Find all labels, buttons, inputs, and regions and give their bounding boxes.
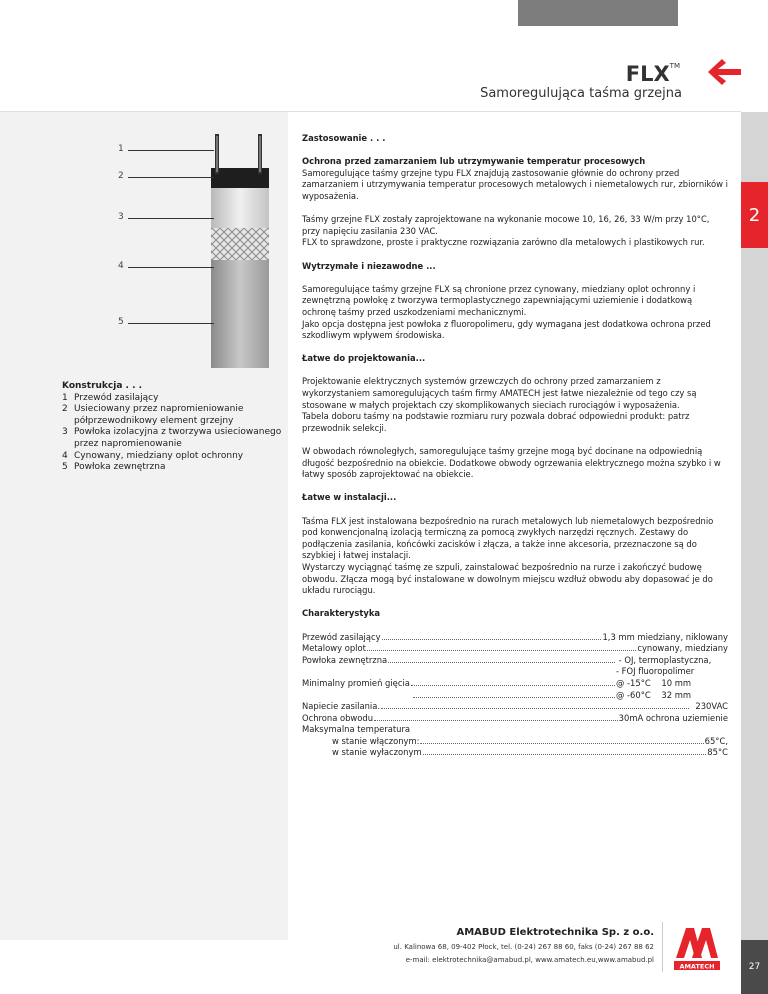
trademark: TM: [669, 62, 680, 70]
page-title: [560, 62, 680, 86]
section-heading-durable: Wytrzymałe i niezawodne ...: [302, 260, 436, 271]
subheading-protection: Ochrona przed zamarzaniem lub utrzymywanie temperatur procesowych: [302, 156, 646, 167]
callout-line-3: [128, 218, 214, 219]
paragraph: Wystarczy wyciągnąć taśmę ze szpuli, zainstalować bezpośrednio na rurze i zakończyć budowę obwodu. Złącza mogą być instalowane w dowolnym miejscu wzdłuż obwodu aby dopasować je do układu rurociągu.: [302, 561, 713, 596]
construction-item: 1 Przewód zasilający: [62, 392, 159, 403]
title-text: FLX: [625, 62, 670, 86]
callout-3: 3: [118, 212, 124, 222]
section-heading-installation: Łatwe w instalacji...: [302, 492, 397, 503]
section-heading-design: Łatwe do projektowania...: [302, 353, 426, 364]
paragraph: Taśmy grzejne FLX zostały zaprojektowane na wykonanie mocowe 10, 16, 26, 33 W/m przy 10°C, przy napięciu zasilania 230 VAC.: [302, 214, 710, 236]
spec-row: - FOJ fluoropolimer: [616, 666, 695, 677]
spec-row: Ochrona obwodu 30mA ochrona uziemienie: [302, 712, 728, 723]
construction-heading: Konstrukcja . . .: [62, 381, 143, 391]
paragraph: Jako opcja dostępna jest powłoka z fluoropolimeru, gdy wymagana jest dodatkowa ochrona przed szkodliwym wpływem środowiska.: [302, 318, 711, 341]
construction-item: 5 Powłoka zewnętrzna: [62, 462, 166, 473]
paragraph: Projektowanie elektrycznych systemów grzewczych do ochrony przed zamarzaniem z wykorzystaniem samoregulujących taśm firmy AMATECH jest łatwe niezależnie od tego czy są stosowane w małych projektach czy skomplikowanych sieciach rurociągów i wyposażenia.: [302, 376, 697, 410]
spec-row: Minimalny promień gięcia @ -15°C 10 mm: [302, 677, 692, 688]
callout-4: 4: [118, 261, 124, 271]
amatech-logo-icon: [672, 922, 722, 972]
main-content: [302, 133, 728, 759]
construction-item: 4 Cynowany, miedziany oplot ochronny: [62, 450, 244, 461]
page-subtitle: Samoregulująca taśma grzejna: [480, 86, 682, 101]
paragraph: Taśma FLX jest instalowana bezpośrednio na rurach metalowych lub niemetalowych bezpośrednio pod konwencjonalną izolacją termiczną za pomocą zwykłych narzędzi ręcznych. Zestawy do podłączenia zasilania, końcówki zacisków i złącza, a także inne akcesoria, przeznaczone są do szybkiej i łatwej instalacji.: [302, 515, 714, 561]
section-heading-specs: Charakterystyka: [302, 608, 381, 619]
spec-row: w stanie włączonym: 65°C,: [332, 735, 728, 746]
spec-row: Powłoka zewnętrzna - OJ, termoplastyczna,: [302, 654, 712, 665]
paragraph: FLX to sprawdzone, proste i praktyczne rozwiązania zarówno dla metalowych i plastikowych rur.: [302, 237, 705, 248]
paragraph: Tabela doboru taśmy na podstawie rozmiaru rury pozwala dobrać odpowiedni produkt: patrz przewodnik selekcji.: [302, 411, 690, 433]
spec-row: w stanie wyłaczonym 85°C: [332, 747, 728, 758]
footer-contact[interactable]: e-mail: elektrotechnika@amabud.pl, www.amatech.eu,www.amabud.pl: [405, 956, 654, 964]
callout-line-5: [128, 323, 214, 324]
paragraph: Samoregulujące taśmy grzejne FLX są chronione przez cynowany, miedziany oplot ochronny i zewnętrzną powłokę z tworzywa termoplastycznego zapewniającymi uziemienie i dodatkową ochronę taśmy przed uszkodzeniami mechanicznymi.: [302, 283, 696, 317]
footer-address: ul. Kalinowa 68, 09-402 Płock, tel. (0-24) 267 88 60, faks (0-24) 267 88 62: [393, 943, 654, 951]
spec-row: Metalowy oplot cynowany, miedziany: [302, 643, 728, 654]
construction-item: 3 Powłoka izolacyjna z tworzywa usieciowanego przez napromienowanie: [62, 427, 282, 449]
spec-row: Maksymalna temperatura: [302, 724, 411, 735]
footer-company: AMABUD Elektrotechnika Sp. z o.o.: [456, 927, 654, 938]
logo-text: AMATECH: [679, 962, 715, 971]
callout-line-2: [128, 177, 214, 178]
back-arrow-icon[interactable]: [706, 56, 742, 88]
section-heading-application: Zastosowanie . . .: [302, 133, 386, 143]
chapter-tab[interactable]: 2: [741, 182, 768, 248]
callout-1: 1: [118, 144, 124, 154]
callout-5: 5: [118, 317, 124, 327]
construction-item: 2 Usieciowany przez napromieniowanie półprzewodnikowy element grzejny: [62, 404, 244, 426]
cable-illustration: [196, 132, 278, 372]
top-tab: [518, 0, 678, 26]
callout-line-4: [128, 267, 214, 268]
page-number: 27: [741, 940, 768, 994]
spec-row: Napiecie zasilania. 230VAC: [302, 701, 728, 712]
construction-list: [62, 381, 284, 474]
paragraph: Samoregulujące taśmy grzejne typu FLX znajdują zastosowanie głównie do ochrony przed zamarzaniem i utrzymywania temperatur procesowych metalowych i niemetalowych rur, zbiorników i wyposażenia.: [302, 167, 728, 201]
callout-2: 2: [118, 171, 124, 181]
spec-row: @ -60°C 32 mm: [302, 690, 728, 702]
paragraph: W obwodach równoległych, samoregulujące taśmy grzejne mogą być docinane na odpowiednią długość bezpośrednio na obiekcie. Dodatkowe obwody ogrzewania elektrycznego można szybko i w łatwy sposób zaprojektować na obiekcie.: [302, 446, 721, 480]
spec-row: Przewód zasilający 1,3 mm miedziany, niklowany: [302, 631, 728, 642]
callout-line-1: [128, 150, 214, 151]
footer-divider: [662, 922, 663, 972]
